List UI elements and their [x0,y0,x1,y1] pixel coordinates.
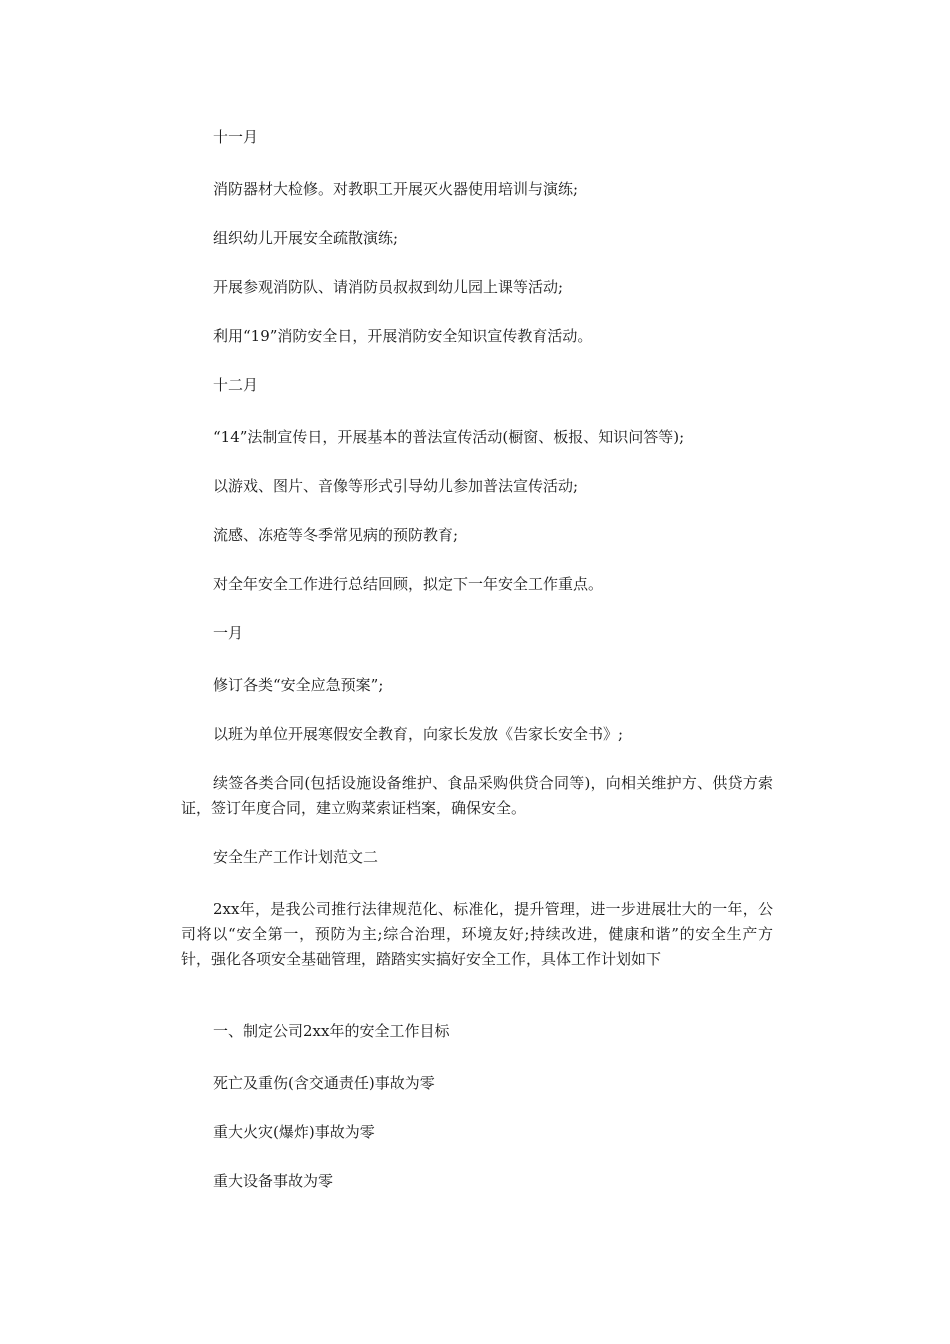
paragraph: 利用“19”消防安全日，开展消防安全知识宣传教育活动。 [213,327,593,345]
paragraph: 开展参观消防队、请消防员叔叔到幼儿园上课等活动; [213,278,564,296]
month-heading-january: 一月 [213,624,244,642]
month-heading-november: 十一月 [213,128,259,146]
paragraph: “14”法制宣传日，开展基本的普法宣传活动(橱窗、板报、知识问答等); [213,428,685,446]
paragraph: 组织幼儿开展安全疏散演练; [213,229,399,247]
paragraph: 续签各类合同(包括设施设备维护、食品采购供贷合同等)，向相关维护方、供贷方索证，签订年度合同，建立购菜索证档案，确保安全。 [181,774,773,817]
paragraph: 修订各类“安全应急预案”; [213,676,384,694]
list-item: 死亡及重伤(含交通责任)事故为零 [213,1074,435,1092]
subsection-heading: 一、制定公司2xx年的安全工作目标 [213,1022,450,1040]
month-heading-december: 十二月 [213,376,259,394]
paragraph: 消防器材大检修。对教职工开展灭火器使用培训与演练; [213,180,579,198]
paragraph: 以游戏、图片、音像等形式引导幼儿参加普法宣传活动; [213,477,579,495]
list-item: 重大火灾(爆炸)事故为零 [213,1123,375,1141]
paragraph: 以班为单位开展寒假安全教育，向家长发放《告家长安全书》; [213,725,624,743]
section-title: 安全生产工作计划范文二 [213,848,379,866]
paragraph: 2xx年，是我公司推行法律规范化、标准化，提升管理，进一步进展壮大的一年，公司将以“安全第一，预防为主;综合治理，环境友好;持续改进，健康和谐”的安全生产方针，强化各项安全基础管理，踏踏实实搞好安全工作，具体工作计划如下 [181,900,773,968]
list-item: 重大设备事故为零 [213,1172,334,1190]
paragraph: 对全年安全工作进行总结回顾，拟定下一年安全工作重点。 [213,575,604,593]
paragraph: 流感、冻疮等冬季常见病的预防教育; [213,526,459,544]
